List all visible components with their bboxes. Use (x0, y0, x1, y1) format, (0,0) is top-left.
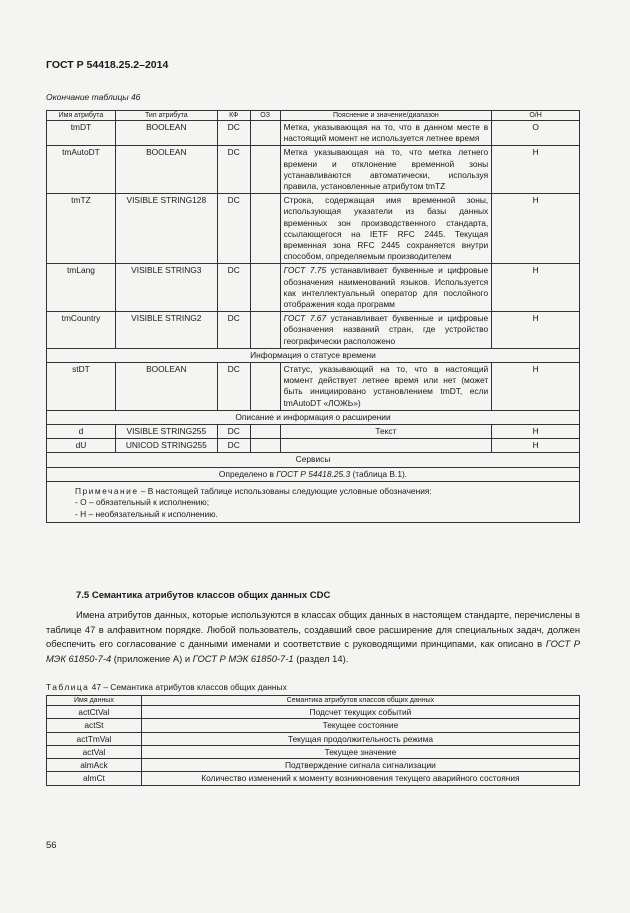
table-row (47, 146, 580, 194)
data-name-cell: actTmVal (47, 732, 142, 745)
attribute-mandatory: Н (492, 264, 580, 312)
attribute-kf: DC (217, 146, 250, 194)
semantics-cell: Текущее состояние (141, 719, 579, 732)
note-label: Примечание (75, 485, 139, 496)
services-row (47, 467, 580, 481)
section-heading: 7.5 Семантика атрибутов классов общих данных CDC (76, 590, 331, 601)
attribute-name: dU (47, 439, 116, 453)
attribute-oz (250, 194, 280, 264)
attribute-kf: DC (217, 425, 250, 439)
attribute-type: BOOLEAN (115, 146, 217, 194)
attribute-name: tmTZ (47, 194, 116, 264)
attribute-mandatory: Н (492, 194, 580, 264)
section-heading-time-status: Информация о статусе времени (47, 348, 580, 362)
attribute-description: Строка, содержащая имя временной зоны, использующая указатели из базы данных временных зон производственного стандарта, ссылающегося на IETF RFC 2445. Текущая временная зона RFC 2445 сохраняется внутри способом, определяемым производителем (280, 194, 492, 264)
data-name-cell: actCtVal (47, 706, 142, 719)
table-row (47, 759, 580, 772)
column-header: Имя данных (47, 696, 142, 706)
attribute-oz (250, 363, 280, 411)
attribute-description: Метка указывающая на то, что метка летнего времени и отклонение временной зоны устанавливаются автоматически, используя правила, установленные атрибутом tmTZ (280, 146, 492, 194)
attribute-mandatory: Н (492, 312, 580, 349)
standard-reference: ГОСТ 7.75 (283, 265, 327, 276)
section-row (47, 410, 580, 424)
data-name-cell: almCt (47, 772, 142, 785)
column-header: КФ (217, 111, 250, 121)
attribute-description (280, 264, 492, 312)
table-row (47, 706, 580, 719)
page-number: 56 (46, 840, 57, 851)
section-row (47, 348, 580, 362)
body-paragraph (46, 608, 580, 666)
attribute-oz (250, 312, 280, 349)
data-name-cell: actSt (47, 719, 142, 732)
standard-reference: ГОСТ Р 54418.25.3 (276, 468, 351, 479)
section-row (47, 453, 580, 467)
attribute-kf: DC (217, 363, 250, 411)
table-row (47, 732, 580, 745)
attribute-type: VISIBLE STRING128 (115, 194, 217, 264)
table-47-caption (46, 682, 287, 692)
attribute-type: BOOLEAN (115, 363, 217, 411)
attribute-kf: DC (217, 439, 250, 453)
table-header-row (47, 696, 580, 706)
services-definition (47, 467, 580, 481)
description-text: устанавливает буквенные и цифровые обозначения наименований языков. Используется как интеллектуальный оператор для послойного отображения кода программ (283, 265, 489, 310)
attribute-description: Статус, указывающий на то, что в настоящий момент действует летнее время или нет (может быть инициировано установлением tmDT, если tmAutoDT «ЛОЖЬ») (280, 363, 492, 411)
services-text: (таблица В.1). (350, 468, 408, 479)
semantics-cell: Подтверждение сигнала сигнализации (141, 759, 579, 772)
document-header: ГОСТ Р 54418.25.2–2014 (46, 59, 169, 71)
data-name-cell: almAck (47, 759, 142, 772)
attribute-type: VISIBLE STRING255 (115, 425, 217, 439)
services-text: Определено в (218, 468, 277, 479)
attribute-oz (250, 121, 280, 146)
attribute-name: tmCountry (47, 312, 116, 349)
paragraph-text: (приложение А) и (111, 652, 193, 664)
table-row (47, 439, 580, 453)
table-header-row (47, 111, 580, 121)
caption-label: Таблица (46, 682, 90, 692)
table-note (47, 481, 580, 523)
caption-text: 47 – Семантика атрибутов классов общих данных (89, 682, 287, 692)
attribute-oz (250, 439, 280, 453)
attribute-type: VISIBLE STRING3 (115, 264, 217, 312)
table-row (47, 194, 580, 264)
table-row (47, 772, 580, 785)
column-header: ОЗ (250, 111, 280, 121)
attribute-mandatory: Н (492, 439, 580, 453)
attribute-kf: DC (217, 121, 250, 146)
attribute-name: tmAutoDT (47, 146, 116, 194)
attribute-mandatory: Н (492, 146, 580, 194)
attribute-description: Текст (280, 425, 492, 439)
table-row (47, 312, 580, 349)
attribute-description (280, 312, 492, 349)
table-row (47, 719, 580, 732)
note-line: - О – обязательный к исполнению; (75, 497, 210, 508)
description-text: устанавливает буквенные и цифровые обозначения названий стран, где устройство географически расположено (283, 313, 489, 346)
attribute-description (280, 439, 492, 453)
column-header: О/Н (492, 111, 580, 121)
section-heading-description: Описание и информация о расширении (47, 410, 580, 424)
attribute-name: stDT (47, 363, 116, 411)
column-header: Имя атрибута (47, 111, 116, 121)
note-text: – В настоящей таблице использованы следующие условные обозначения: (138, 485, 432, 496)
data-name-cell: actVal (47, 745, 142, 758)
attribute-name: tmDT (47, 121, 116, 146)
standard-reference: ГОСТ Р МЭК 61850-7-4 (46, 638, 580, 664)
standard-reference: ГОСТ Р МЭК 61850-7-1 (192, 652, 294, 664)
note-line: - Н – необязательный к исполнению. (75, 508, 218, 519)
attribute-oz (250, 425, 280, 439)
attribute-kf: DC (217, 312, 250, 349)
note-row (47, 481, 580, 523)
attribute-name: tmLang (47, 264, 116, 312)
attribute-mandatory: О (492, 121, 580, 146)
standard-reference: ГОСТ 7.67 (283, 313, 327, 324)
attribute-mandatory: Н (492, 425, 580, 439)
semantics-cell: Текущее значение (141, 745, 579, 758)
semantics-cell: Подсчет текущих событий (141, 706, 579, 719)
semantics-cell: Текущая продолжительность режима (141, 732, 579, 745)
table-row (47, 363, 580, 411)
attribute-oz (250, 146, 280, 194)
column-header: Тип атрибута (115, 111, 217, 121)
attribute-oz (250, 264, 280, 312)
table-row (47, 745, 580, 758)
attribute-type: BOOLEAN (115, 121, 217, 146)
attribute-kf: DC (217, 264, 250, 312)
section-heading-services: Сервисы (47, 453, 580, 467)
column-header: Пояснение и значение/диапазон (280, 111, 492, 121)
table-46-caption: Окончание таблицы 46 (46, 92, 141, 102)
table-47 (46, 695, 580, 786)
attribute-kf: DC (217, 194, 250, 264)
attribute-type: VISIBLE STRING2 (115, 312, 217, 349)
paragraph-text: Имена атрибутов данных, которые используются в классах общих данных в настоящем стандарте, перечислены в таблице 47 в алфавитном порядке. Любой пользователь, создавший свое расширение для специальных задач, должен обеспечить его согласование с данными именами и соответствие с руководящими принципами, как описано в (46, 609, 580, 650)
attribute-type: UNICOD STRING255 (115, 439, 217, 453)
attribute-description: Метка, указывающая на то, что в данном месте в настоящий момент не используется летнее время (280, 121, 492, 146)
attribute-name: d (47, 425, 116, 439)
semantics-cell: Количество изменений к моменту возникновения текущего аварийного состояния (141, 772, 579, 785)
attribute-mandatory: Н (492, 363, 580, 411)
paragraph-text: (раздел 14). (293, 652, 349, 664)
table-row (47, 425, 580, 439)
column-header: Семантика атрибутов классов общих данных (141, 696, 579, 706)
table-row (47, 121, 580, 146)
table-46 (46, 110, 580, 523)
table-row (47, 264, 580, 312)
note-line (75, 486, 575, 498)
